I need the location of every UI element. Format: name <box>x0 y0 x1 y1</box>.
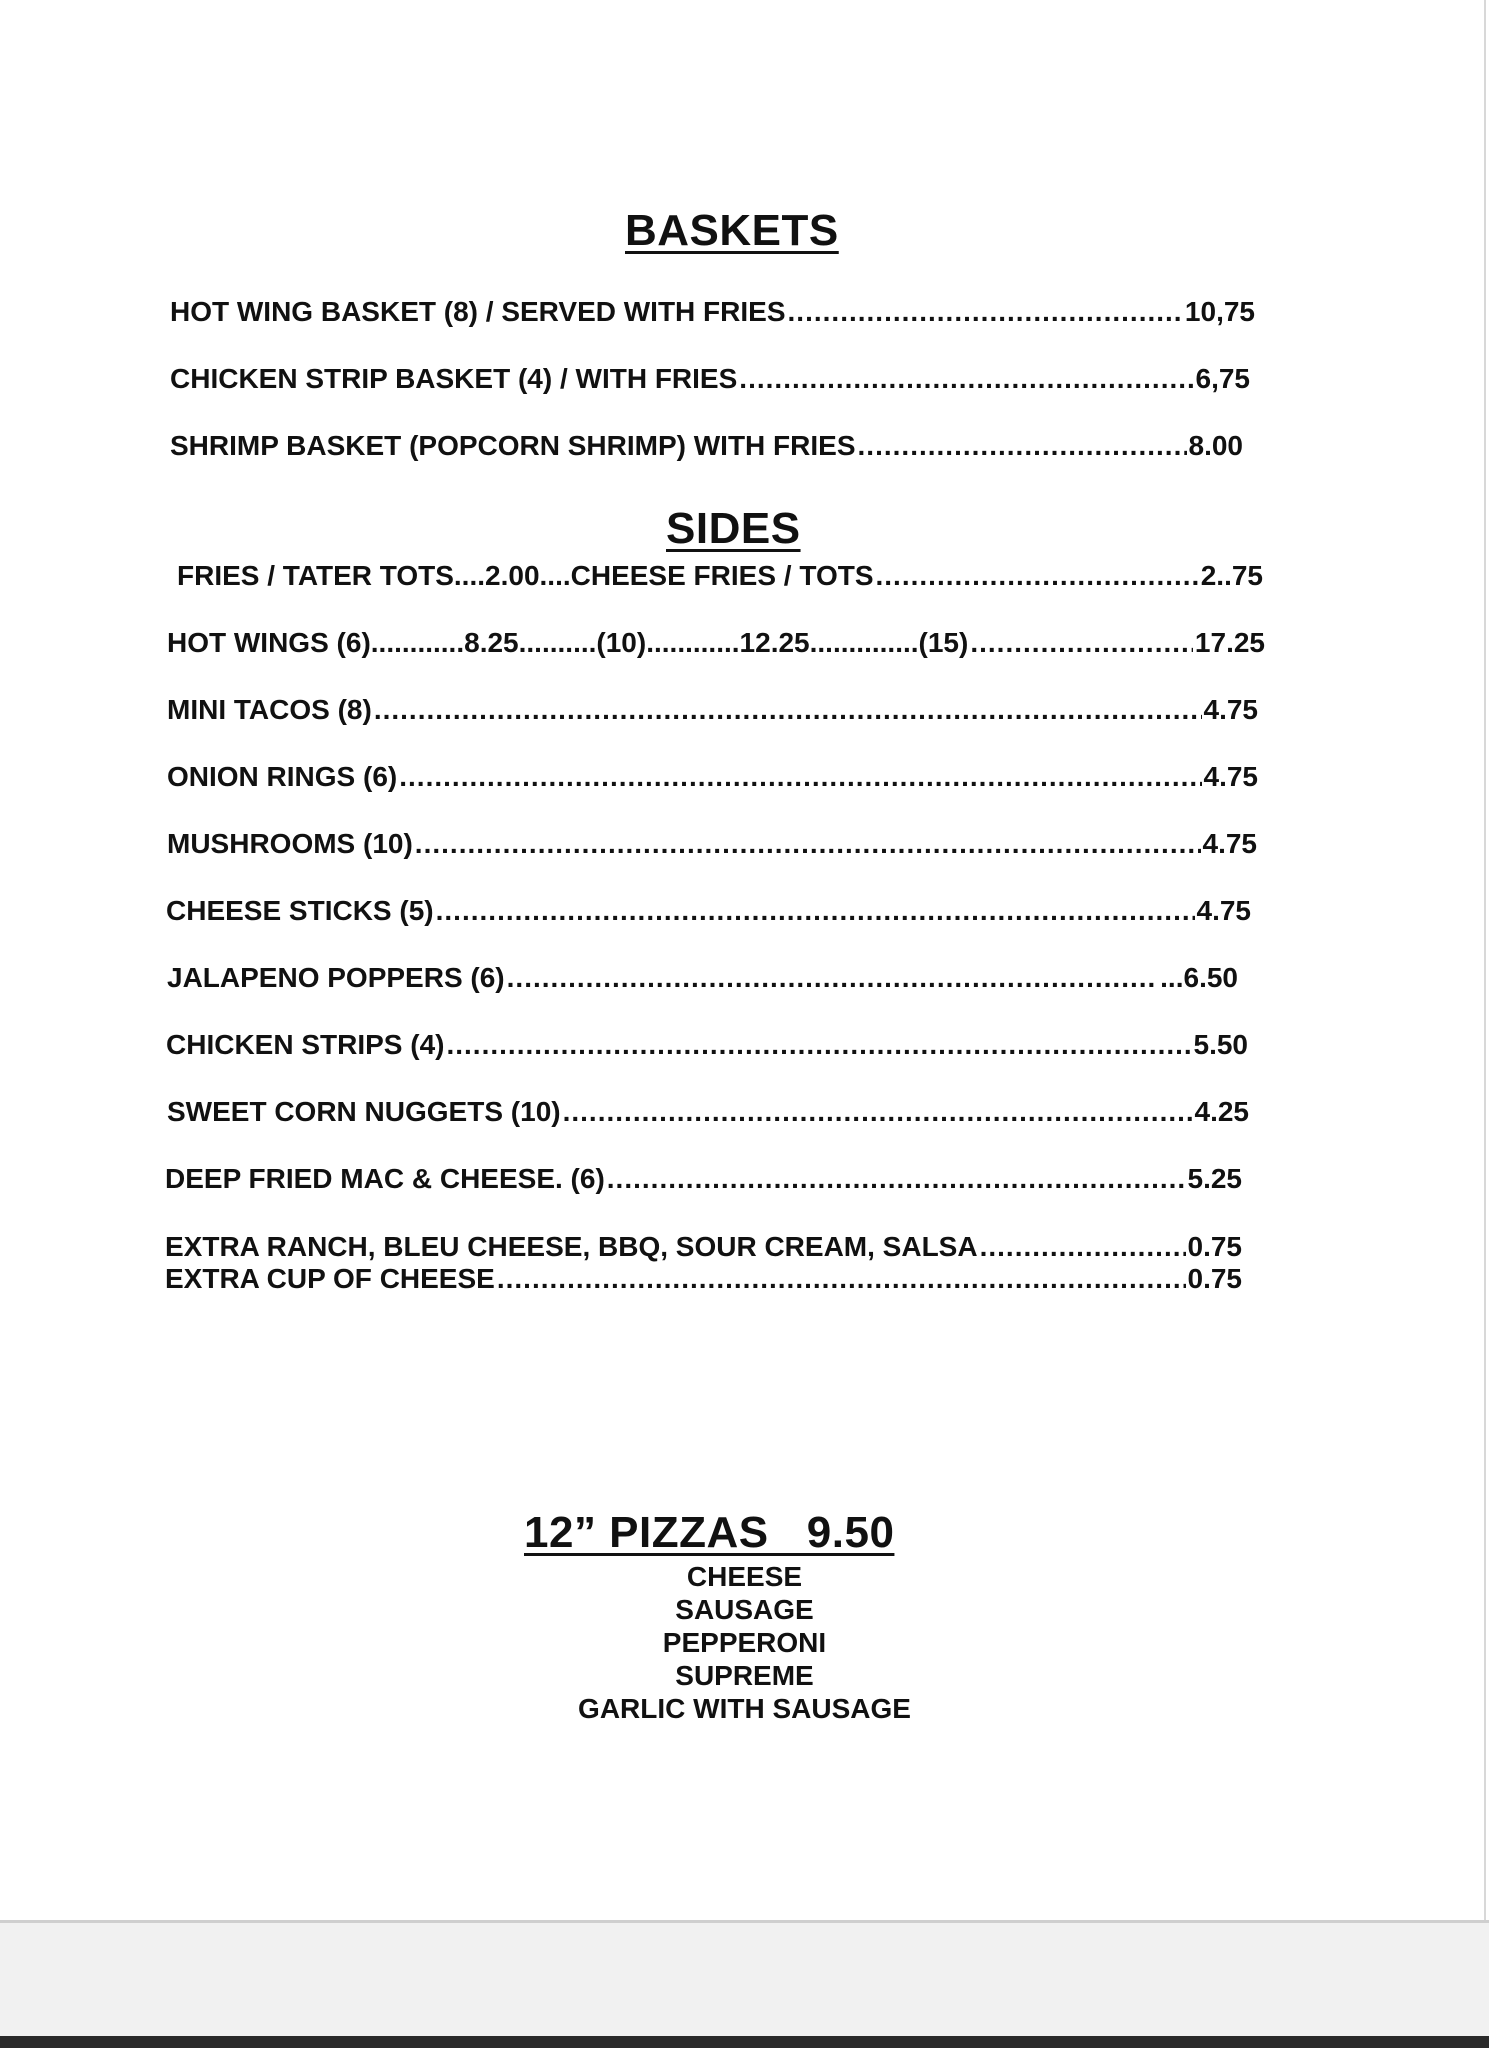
page-bottom-edge <box>0 1920 1489 1923</box>
leader-dots <box>563 1096 1193 1128</box>
item-name: CHEESE STICKS (5) <box>166 895 434 926</box>
item-name: EXTRA CUP OF CHEESE <box>165 1263 495 1294</box>
item-price: 0.75 <box>1187 1263 1242 1294</box>
sides-heading: SIDES <box>666 504 801 553</box>
item-name: EXTRA RANCH, BLEU CHEESE, BBQ, SOUR CREAM, SALSA <box>165 1231 978 1262</box>
side-item <box>167 694 1258 726</box>
leader-dots <box>970 627 1193 659</box>
item-price: 4.25 <box>1194 1096 1249 1127</box>
item-price: 0.75 <box>1187 1231 1242 1262</box>
item-price: 10,75 <box>1184 296 1255 327</box>
item-price: 6,75 <box>1195 363 1250 394</box>
item-price: 4.75 <box>1202 828 1257 859</box>
pizzas-heading: 12” PIZZAS 9.50 <box>524 1508 895 1557</box>
item-name: HOT WING BASKET (8) / SERVED WITH FRIES <box>170 296 786 327</box>
leader-dots <box>739 363 1193 395</box>
item-price: 4.75 <box>1203 694 1258 725</box>
pizza-item: PEPPERONI <box>662 1627 827 1658</box>
side-item <box>167 828 1257 860</box>
leader-dots <box>436 895 1195 927</box>
leader-dots <box>858 430 1187 462</box>
item-price: 2..75 <box>1200 560 1263 591</box>
item-name: SHRIMP BASKET (POPCORN SHRIMP) WITH FRIES <box>170 430 856 461</box>
leader-dots <box>607 1163 1186 1195</box>
item-price: 5.25 <box>1187 1163 1242 1194</box>
item-name: JALAPENO POPPERS (6) <box>167 962 505 993</box>
side-item <box>167 962 1238 994</box>
pizza-item: CHEESE <box>686 1561 803 1592</box>
item-name: SWEET CORN NUGGETS (10) <box>167 1096 561 1127</box>
pizza-list <box>0 1560 1489 1725</box>
item-name: HOT WINGS (6)............8.25..........(10)............12.25..............(15) <box>167 627 969 658</box>
side-item <box>177 560 1263 592</box>
leader-dots <box>415 828 1201 860</box>
item-price: 17.25 <box>1194 627 1265 658</box>
item-name: CHICKEN STRIP BASKET (4) / WITH FRIES <box>170 363 738 394</box>
pizza-item: SUPREME <box>675 1660 814 1691</box>
item-name: MINI TACOS (8) <box>167 694 372 725</box>
side-item <box>167 627 1265 659</box>
basket-item <box>170 363 1250 395</box>
item-name: ONION RINGS (6) <box>167 761 398 792</box>
item-name: DEEP FRIED MAC & CHEESE. (6) <box>165 1163 605 1194</box>
side-item <box>167 761 1258 793</box>
leader-dots <box>399 761 1201 793</box>
leader-dots <box>374 694 1202 726</box>
leader-dots <box>446 1029 1191 1061</box>
leader-dots <box>788 296 1183 328</box>
item-price: 4.75 <box>1196 895 1251 926</box>
item-price: ...6.50 <box>1160 962 1238 993</box>
side-item <box>165 1263 1242 1295</box>
side-item <box>166 895 1251 927</box>
pizza-item: GARLIC WITH SAUSAGE <box>578 1693 911 1724</box>
basket-item <box>170 430 1243 462</box>
side-item <box>165 1163 1242 1195</box>
side-item <box>167 1096 1249 1128</box>
scanner-background <box>0 1922 1489 2048</box>
side-item <box>166 1029 1248 1061</box>
leader-dots <box>876 560 1199 592</box>
item-price: 5.50 <box>1193 1029 1248 1060</box>
basket-item <box>170 296 1255 328</box>
item-price: 8.00 <box>1188 430 1243 461</box>
baskets-heading: BASKETS <box>625 206 839 255</box>
item-name: CHICKEN STRIPS (4) <box>166 1029 445 1060</box>
item-name: MUSHROOMS (10) <box>167 828 413 859</box>
leader-dots <box>980 1231 1186 1263</box>
scan-edge-line <box>1484 0 1486 1922</box>
leader-dots <box>497 1263 1186 1295</box>
item-name: FRIES / TATER TOTS....2.00....CHEESE FRIES / TOTS <box>177 560 874 591</box>
leader-dots <box>507 962 1159 994</box>
scanner-bottom-bar <box>0 2036 1489 2048</box>
item-price: 4.75 <box>1203 761 1258 792</box>
pizza-item: SAUSAGE <box>675 1594 814 1625</box>
side-item <box>165 1231 1242 1263</box>
